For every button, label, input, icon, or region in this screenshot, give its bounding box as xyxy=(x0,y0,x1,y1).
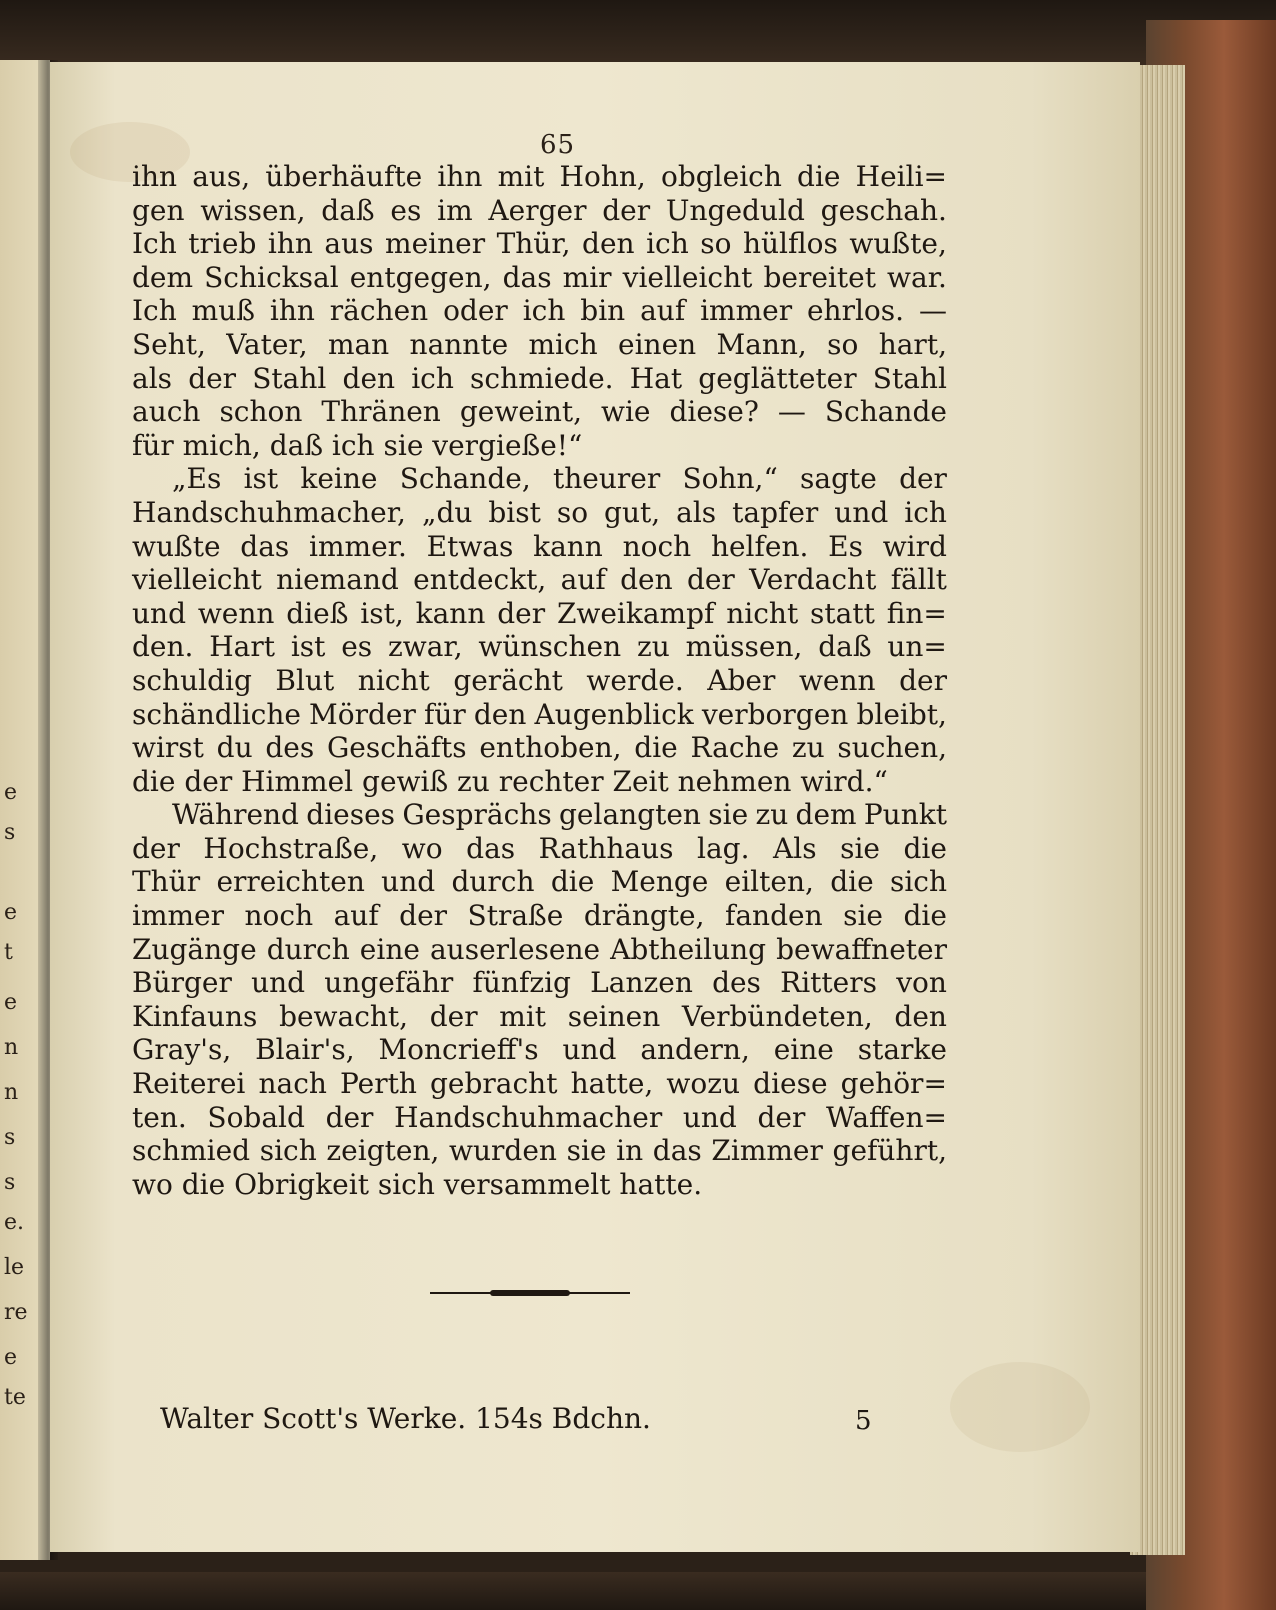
text-line: Handschuhmacher, „du bist so gut, als tapfer und ich xyxy=(132,495,947,529)
text-line: den. Hart ist es zwar, wünschen zu müssen, daß un= xyxy=(132,630,947,664)
left-page-fragment: e xyxy=(4,1345,18,1370)
text-line: Kinfauns bewacht, der mit seinen Verbündeten, den xyxy=(132,999,947,1033)
section-rule xyxy=(430,1290,630,1296)
left-page-fragment: e xyxy=(4,990,18,1015)
text-line: Ich muß ihn rächen oder ich bin auf immer ehrlos. — xyxy=(132,294,947,328)
text-line: auch schon Thränen geweint, wie diese? — Schande xyxy=(132,395,947,429)
left-page-fragment: e xyxy=(4,780,18,805)
text-line: wirst du des Geschäfts enthoben, die Rache zu suchen, xyxy=(132,731,947,765)
book-cover-bottom xyxy=(0,1572,1276,1610)
text-line: Seht, Vater, man nannte mich einen Mann, so hart, xyxy=(132,327,947,361)
left-page-fragment: t xyxy=(4,940,13,965)
text-line: ten. Sobald der Handschuhmacher und der Waffen= xyxy=(132,1100,947,1134)
text-line: und wenn dieß ist, kann der Zweikampf nicht statt fin= xyxy=(132,596,947,630)
text-line: schändliche Mörder für den Augenblick verborgen bleibt, xyxy=(132,697,947,731)
left-page-fragment: s xyxy=(4,1170,16,1195)
left-page-fragment: le xyxy=(4,1255,25,1280)
text-line: Ich trieb ihn aus meiner Thür, den ich so hülflos wußte, xyxy=(132,227,947,261)
text-line: vielleicht niemand entdeckt, auf den der Verdacht fällt xyxy=(132,563,947,597)
text-line: für mich, daß ich sie vergieße!“ xyxy=(132,428,583,462)
text-line: Thür erreichten und durch die Menge eilten, die sich xyxy=(132,865,947,899)
text-line: wo die Obrigkeit sich versammelt hatte. xyxy=(132,1167,703,1201)
text-line: schmied sich zeigten, wurden sie in das Zimmer geführt, xyxy=(132,1134,947,1168)
book-cover-top xyxy=(0,0,1276,70)
left-page-fragment: te xyxy=(4,1385,26,1410)
text-line: ihn aus, überhäufte ihn mit Hohn, obgleich die Heili= xyxy=(132,160,947,193)
footer-signature-number: 5 xyxy=(855,1406,872,1436)
text-line: dem Schicksal entgegen, das mir vielleicht bereitet war. xyxy=(132,260,947,294)
left-page-fragment: e xyxy=(4,900,18,925)
left-page-fragment: n xyxy=(4,1035,19,1060)
text-line: der Hochstraße, wo das Rathhaus lag. Als sie die xyxy=(132,831,947,865)
left-page-fragment: n xyxy=(4,1080,19,1105)
text-line: gen wissen, daß es im Aerger der Ungeduld geschah. xyxy=(132,193,947,227)
text-line: wußte das immer. Etwas kann noch helfen. Es wird xyxy=(132,529,947,563)
text-line: schuldig Blut nicht gerächt werde. Aber wenn der xyxy=(132,663,947,697)
text-line: Gray's, Blair's, Moncrieff's und andern, eine starke xyxy=(132,1033,947,1067)
footer-signature: Walter Scott's Werke. 154s Bdchn. xyxy=(160,1402,651,1435)
text-line: immer noch auf der Straße drängte, fanden sie die xyxy=(132,899,947,933)
left-page-fragment: s xyxy=(4,1125,16,1150)
left-page-fragment: e. xyxy=(4,1210,25,1235)
text-line: Bürger und ungefähr fünfzig Lanzen des Ritters von xyxy=(132,966,947,1000)
page-number: 65 xyxy=(540,130,576,160)
paper-stain xyxy=(950,1362,1090,1452)
text-line: als der Stahl den ich schmiede. Hat geglätteter Stahl xyxy=(132,361,947,395)
text-line: die der Himmel gewiß zu rechter Zeit nehmen wird.“ xyxy=(132,764,888,798)
text-line: Während dieses Gesprächs gelangten sie zu dem Punkt xyxy=(172,798,947,832)
text-line: Reiterei nach Perth gebracht hatte, wozu diese gehör= xyxy=(132,1067,947,1101)
body-text xyxy=(132,160,947,1201)
left-page-fragment: re xyxy=(4,1300,28,1325)
text-line: Zugänge durch eine auserlesene Abtheilung bewaffneter xyxy=(132,932,947,966)
text-line: „Es ist keine Schande, theurer Sohn,“ sagte der xyxy=(172,462,947,496)
left-page-fragment: s xyxy=(4,820,16,845)
